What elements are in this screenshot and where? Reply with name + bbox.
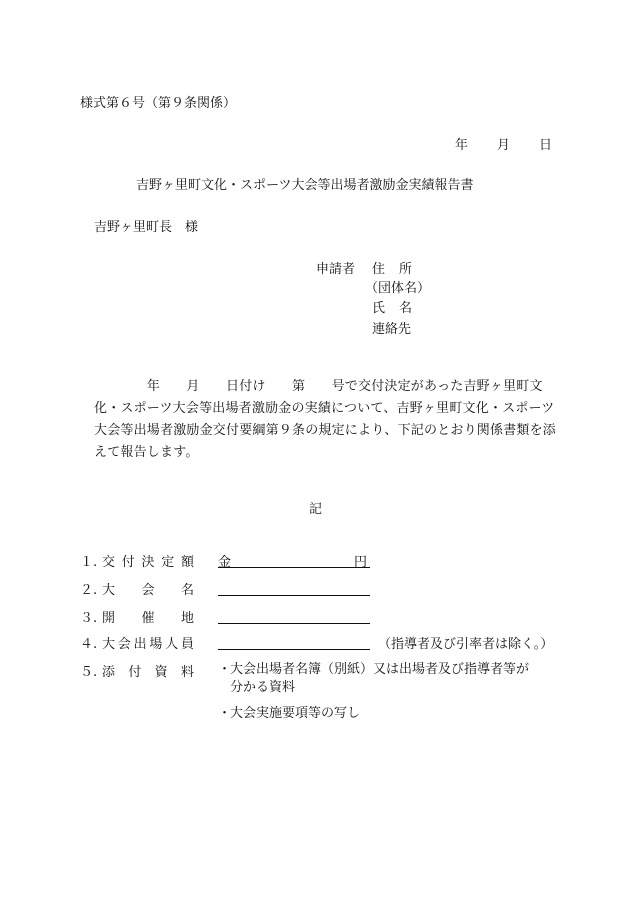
name-label: 氏名: [372, 301, 412, 316]
attachment-text: 大会実施要項等の写し: [230, 706, 361, 721]
item-number: １.: [80, 555, 98, 570]
item-number: ４.: [80, 637, 98, 652]
amount-underline: [218, 551, 370, 568]
note-mark: 記: [309, 502, 323, 517]
item-tournament-name: [80, 579, 380, 599]
item-attachments: [80, 661, 200, 681]
item-venue: [80, 607, 380, 627]
amount-suffix: 円: [354, 555, 368, 570]
item-number: ３.: [80, 611, 98, 626]
amount-prefix: 金: [218, 555, 232, 570]
bullet: ・: [218, 662, 232, 677]
item-grant-amount: [80, 551, 380, 571]
document-title: 吉野ヶ里町文化・スポーツ大会等出場者激励金実績報告書: [136, 178, 474, 193]
item-label: 添付資料: [102, 665, 194, 680]
item-label: 大会出場人員: [102, 637, 194, 652]
date-month-label: 月: [497, 138, 511, 153]
item-participants: [80, 633, 560, 653]
addressee: 吉野ヶ里町長 様: [94, 220, 199, 235]
applicant-label: 申請者: [316, 262, 356, 277]
tournament-name-underline: [218, 579, 370, 596]
attachment-text-continued: 分かる資料: [230, 680, 296, 695]
attachment-item: [218, 705, 360, 723]
address-label: 住所: [372, 262, 412, 277]
attachment-item: [218, 661, 529, 697]
venue-underline: [218, 607, 370, 624]
date-day-label: 日: [539, 138, 553, 153]
item-label: 開催地: [102, 611, 194, 626]
attachment-text: 大会出場者名簿（別紙）又は出場者及び指導者等が: [230, 662, 530, 677]
group-name-label: （団体名）: [365, 281, 431, 296]
item-label: 交付決定額: [102, 555, 194, 570]
body-paragraph: 年 月 日付け 第 号で交付決定があった吉野ヶ里町文化・スポーツ大会等出場者激励金の実績について、吉野ヶ里町文化・スポーツ大会等出場者激励金交付要綱第９条の規定により、下記のとおり関係書類を添えて報告します。: [94, 379, 557, 460]
item-label: 大会名: [102, 583, 194, 598]
participants-note: （指導者及び引率者は除く。）: [378, 637, 554, 652]
date-year-label: 年: [455, 138, 469, 153]
item-number: ２.: [80, 583, 98, 598]
form-number: 様式第６号（第９条関係）: [80, 96, 237, 111]
contact-label: 連絡先: [372, 322, 412, 337]
item-number: ５.: [80, 665, 98, 680]
bullet: ・: [218, 706, 232, 721]
participants-underline: [218, 633, 370, 650]
